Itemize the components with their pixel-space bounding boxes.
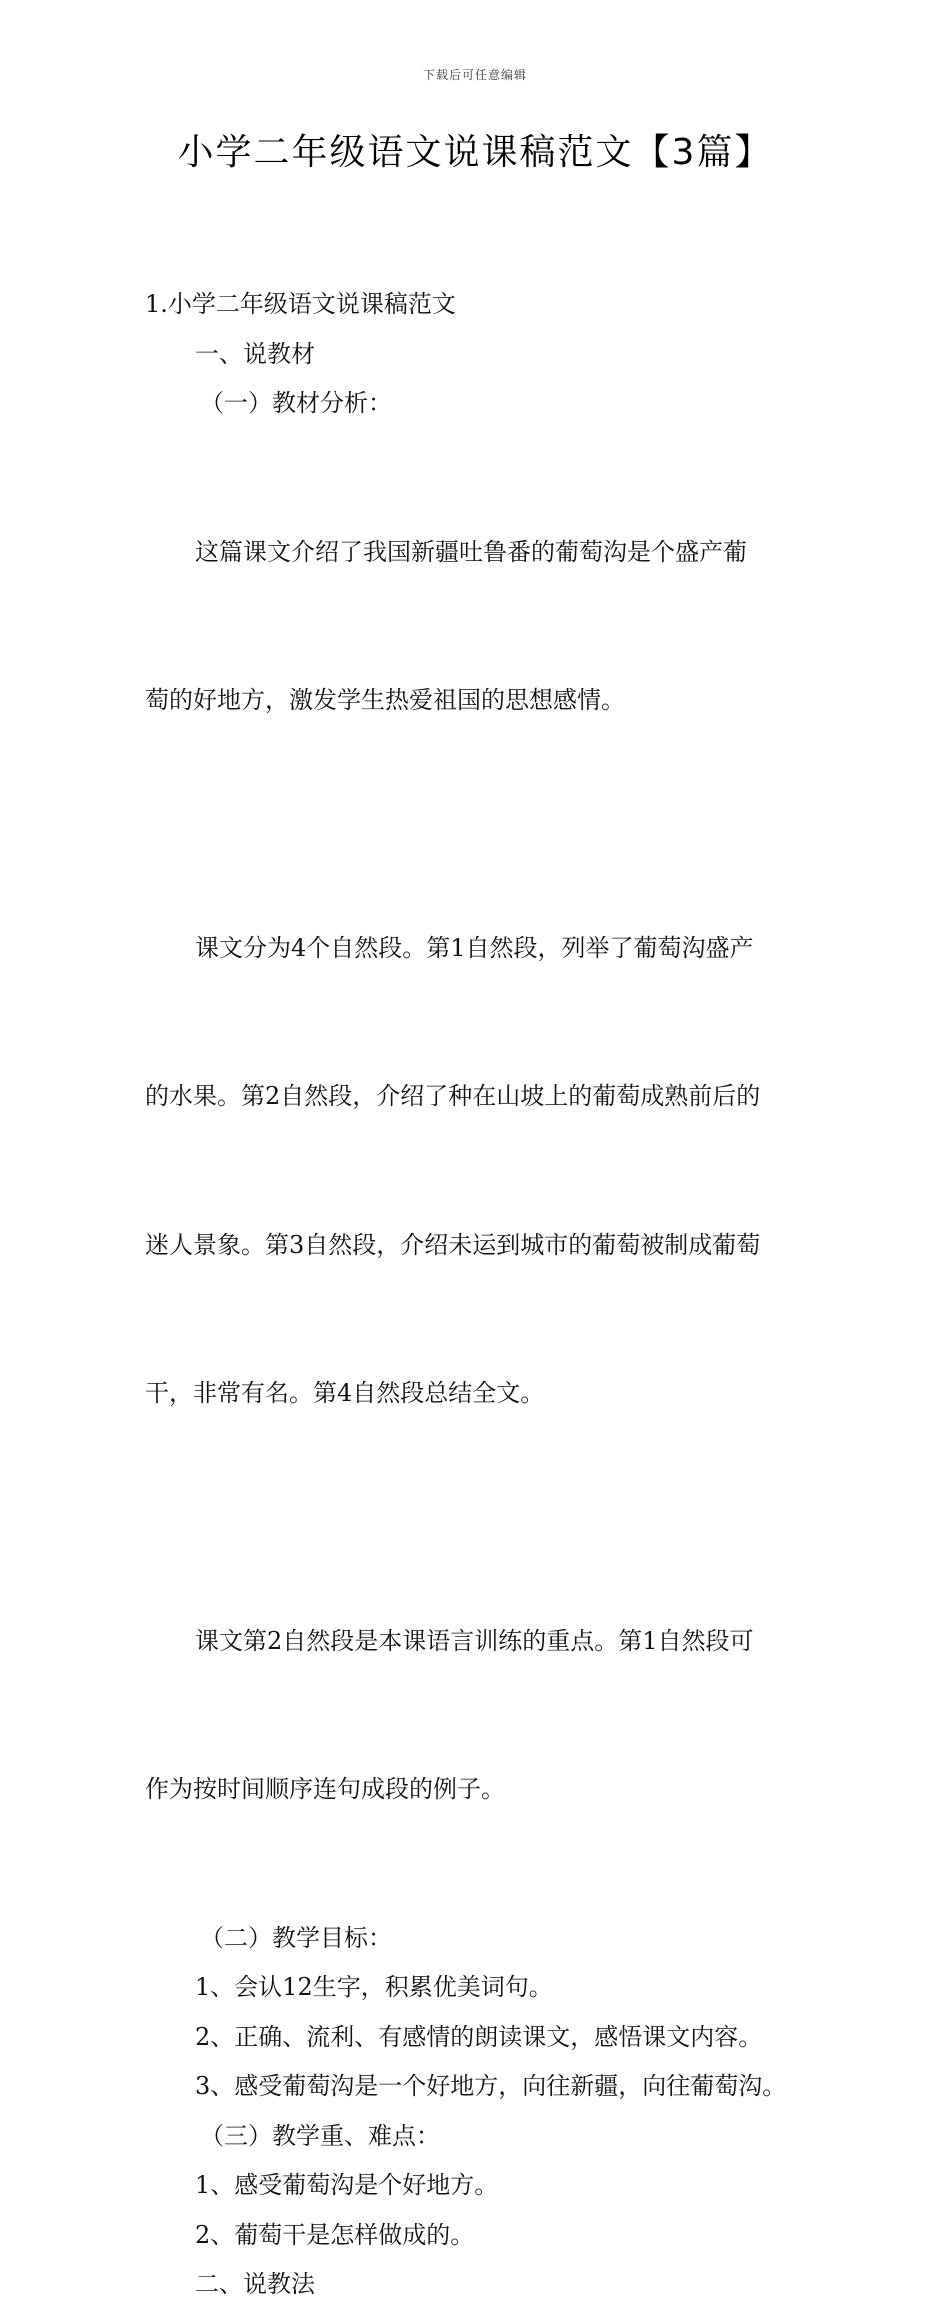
paragraph-line: 干，非常有名。第4自然段总结全文。 [145,1379,545,1407]
heading-teaching-material: 一、说教材 [195,339,315,368]
paragraph-structure [145,825,810,1518]
goal-item-3: 3、感受葡萄沟是一个好地方，向往新疆，向往葡萄沟。 [195,2072,787,2100]
paragraph-line: 的水果。第2自然段，介绍了种在山坡上的葡萄成熟前后的 [145,1082,761,1110]
paragraph-line: 迷人景象。第3自然段，介绍未运到城市的葡萄被制成葡萄 [145,1230,761,1259]
key-point-1: 1、感受葡萄沟是个好地方。 [195,2171,499,2199]
document-body [145,280,810,2310]
paragraph-intro [145,429,810,825]
document-title: 小学二年级语文说课稿范文【3篇】 [177,132,773,173]
heading-teaching-method: 二、说教法 [195,2270,315,2298]
subheading-key-points: （三）教学重、难点： [200,2121,440,2150]
goal-item-1: 1、会认12生字，积累优美词句。 [195,1973,553,2001]
paragraph-line: 课文第2自然段是本课语言训练的重点。第1自然段可 [195,1626,754,1655]
subheading-material-analysis: （一）教材分析： [200,389,392,417]
paragraph-line: 这篇课文介绍了我国新疆吐鲁番的葡萄沟是个盛产葡 [195,537,747,566]
subheading-teaching-goals: （二）教学目标： [200,1923,392,1952]
paragraph-line: 萄的好地方，激发学生热爱祖国的思想感情。 [145,686,625,714]
paragraph-focus [145,1518,810,1914]
header-note: 下载后可任意编辑 [422,68,527,82]
goal-item-2: 2、正确、流利、有感情的朗读课文，感悟课文内容。 [195,2022,763,2051]
paragraph-line: 课文分为4个自然段。第1自然段，列举了葡萄沟盛产 [195,933,754,962]
key-point-2: 2、葡萄干是怎样做成的。 [195,2220,475,2249]
section-heading: 1.小学二年级语文说课稿范文 [145,290,456,318]
paragraph-line: 作为按时间顺序连句成段的例子。 [145,1775,505,1803]
